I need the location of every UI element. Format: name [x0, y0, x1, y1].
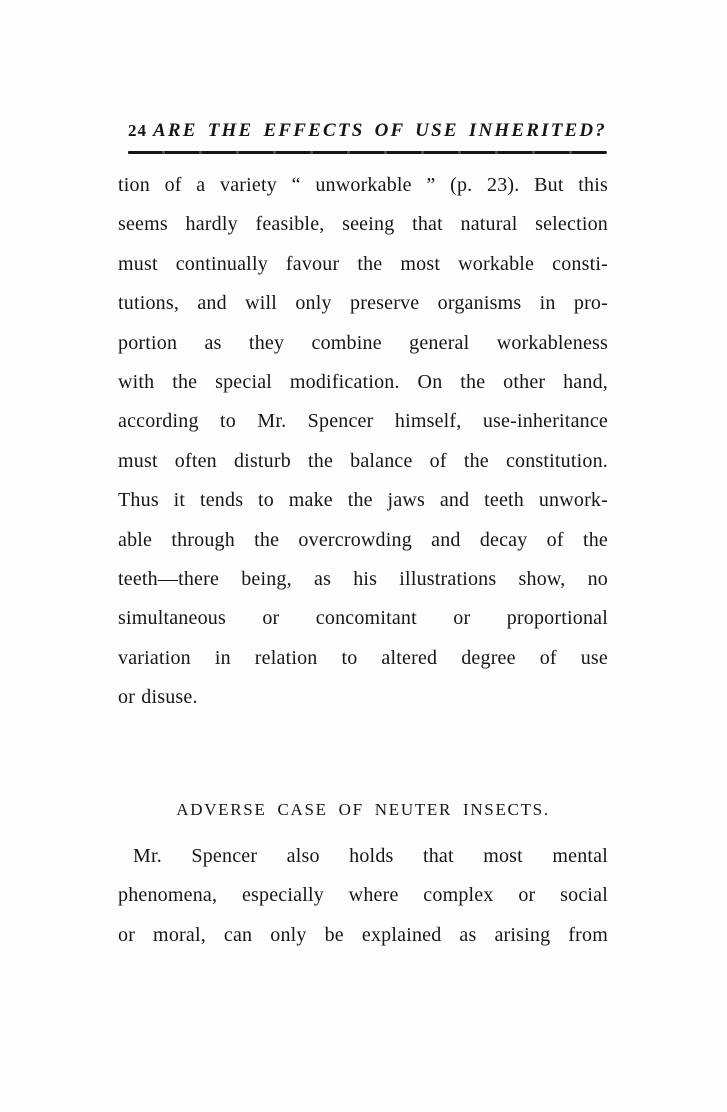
text-line: according to Mr. Spencer himself, use-inheritance	[118, 410, 608, 433]
text-line: with the special modification. On the other hand,	[118, 371, 608, 394]
text-line: tutions, and will only preserve organisms in pro-	[118, 292, 608, 315]
section-heading: ADVERSE CASE OF NEUTER INSECTS.	[176, 800, 550, 819]
text-line: variation in relation to altered degree of use	[118, 646, 608, 669]
text-line: seems hardly feasible, seeing that natural selection	[118, 213, 608, 236]
page-number: 24	[128, 121, 147, 140]
text-line: or disuse.	[118, 686, 198, 709]
text-line: must often disturb the balance of the constitution.	[118, 449, 608, 472]
body-paragraph-2	[118, 837, 608, 955]
text-line: must continually favour the most workable consti-	[118, 252, 608, 275]
text-line: portion as they combine general workableness	[118, 331, 608, 354]
text-line: phenomena, especially where complex or social	[118, 884, 608, 907]
text-line: tion of a variety “ unworkable ” (p. 23). But this	[118, 174, 608, 196]
text-line: teeth—there being, as his illustrations show, no	[118, 568, 608, 591]
text-line: Thus it tends to make the jaws and teeth unwork-	[118, 489, 608, 512]
text-line: simultaneous or concomitant or proportional	[118, 607, 608, 630]
body-paragraph-1	[118, 166, 608, 718]
text-line: Mr. Spencer also holds that most mental	[133, 845, 608, 867]
text-line: or moral, can only be explained as arising from	[118, 923, 608, 946]
header-rule-divider	[128, 151, 607, 154]
text-line: able through the overcrowding and decay of the	[118, 528, 608, 551]
running-header	[128, 120, 607, 142]
running-title: ARE THE EFFECTS OF USE INHERITED?	[153, 120, 607, 141]
